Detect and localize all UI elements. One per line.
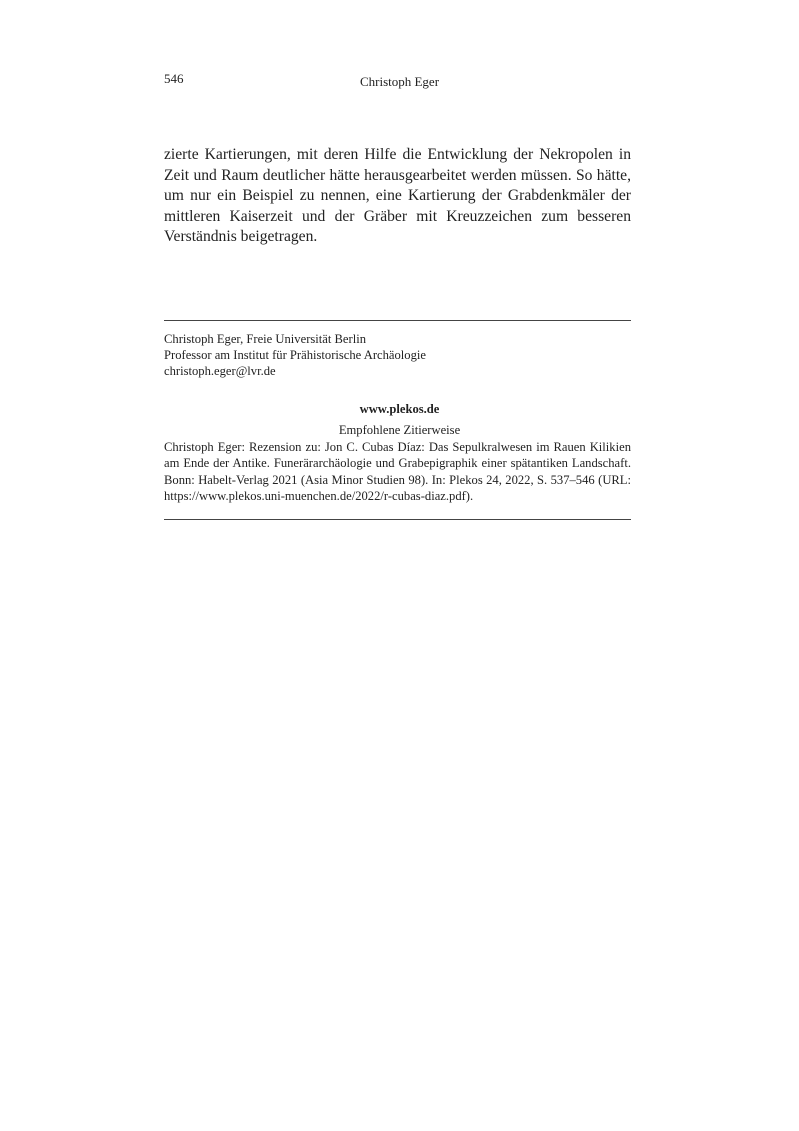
citation-text: Christoph Eger: Rezension zu: Jon C. Cubas Díaz: Das Sepulkralwesen im Rauen Kilikien am Ende der Antike. Funerärarchäologie und Grabepigraphik einer spätantiken Landschaft. Bonn: Habelt-Verlag 2021 (Asia Minor Studien 98). In: Plekos 24, 2022, S. 537–546 (URL: https://www.plekos.uni-muenchen.de/2022/r-cubas-diaz.pdf). bbox=[164, 440, 631, 504]
author-email[interactable]: christoph.eger@lvr.de bbox=[164, 364, 276, 378]
citation-heading: Empfohlene Zitierweise bbox=[338, 423, 461, 437]
author-position: Professor am Institut für Prähistorische Archäologie bbox=[164, 348, 426, 362]
body-paragraph: zierte Kartierungen, mit deren Hilfe die Entwicklung der Nekropolen in Zeit und Raum deutlicher hätte herausgearbeitet werden müssen. So hätte, um nur ein Beispiel zu nennen, eine Kartierung der Grabdenkmäler der mittleren Kaiserzeit und der Gräber mit Kreuzzeichen zum besseren Verständnis beigetragen. bbox=[164, 146, 631, 245]
author-block bbox=[164, 331, 426, 379]
author-name-affiliation: Christoph Eger, Freie Universität Berlin bbox=[164, 332, 367, 346]
page-number: 546 bbox=[164, 71, 184, 86]
running-head: Christoph Eger bbox=[359, 74, 440, 89]
divider-bottom bbox=[164, 519, 631, 520]
divider-top bbox=[164, 320, 631, 321]
site-link[interactable]: www.plekos.de bbox=[359, 402, 440, 416]
